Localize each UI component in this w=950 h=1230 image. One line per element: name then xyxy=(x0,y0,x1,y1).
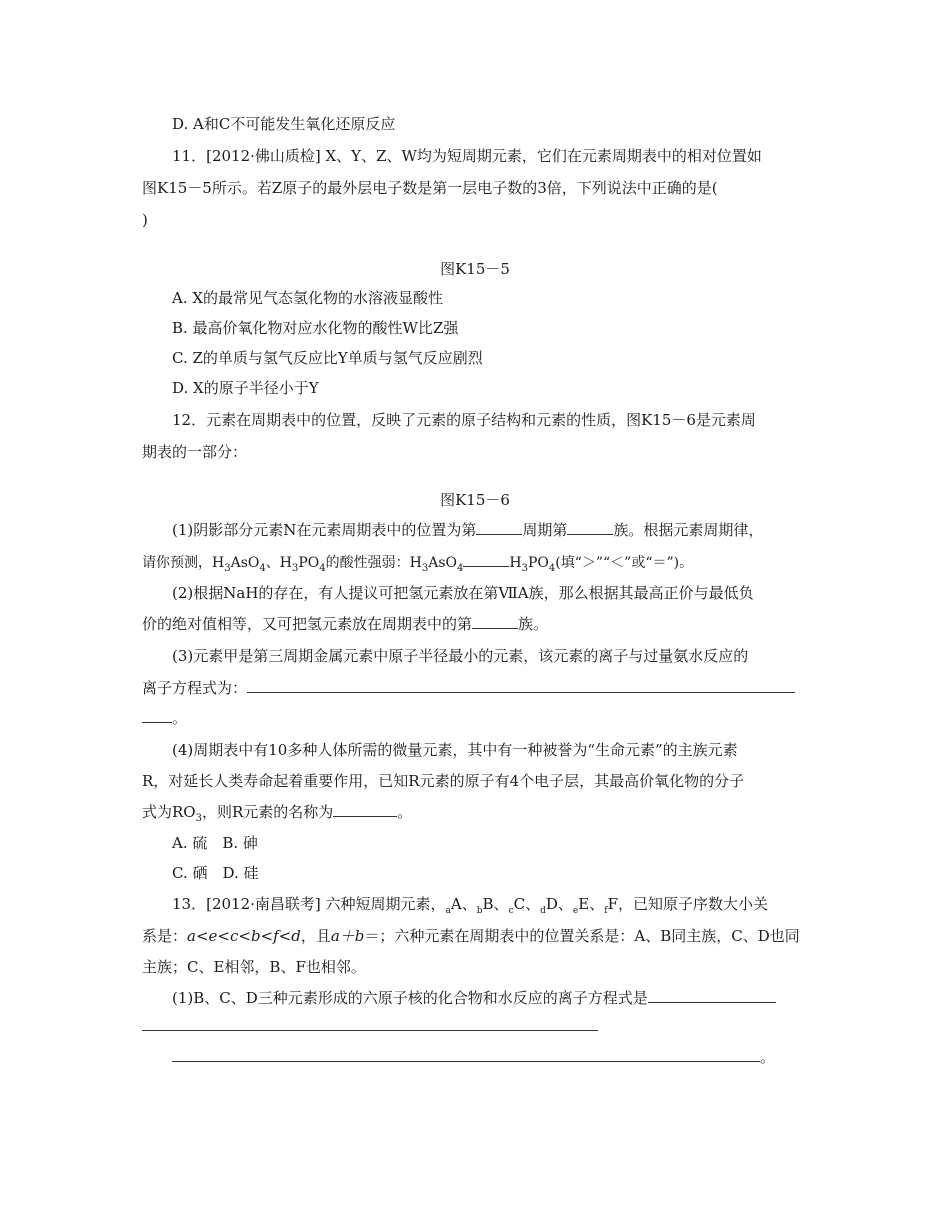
q13-part1-line3 xyxy=(172,1047,775,1067)
q12-part2-line2 xyxy=(142,614,548,634)
q12-options-line2: C. 硒 D. 硅 xyxy=(172,864,259,882)
element-letter: C xyxy=(513,895,526,913)
q11-stem-line3: ) xyxy=(142,211,148,229)
element-name-blank[interactable] xyxy=(333,802,397,817)
subscript: 3 xyxy=(195,813,202,824)
element-letter: E xyxy=(578,895,590,913)
text-fragment: H xyxy=(509,555,522,571)
text-fragment: AsO xyxy=(428,555,457,571)
q12-part3-line3 xyxy=(142,708,187,728)
text-fragment: 请你预测，H xyxy=(142,555,225,571)
element-letter: D xyxy=(545,895,558,913)
ionic-equation-blank[interactable] xyxy=(247,678,795,693)
q12-part4-line3 xyxy=(142,802,412,822)
text-fragment: 。 xyxy=(397,803,413,821)
subscript: 4 xyxy=(457,562,464,574)
text-fragment: 、H xyxy=(265,555,292,571)
pre-subscript: d xyxy=(540,906,546,916)
q12-part4-line1: (4)周期表中有10多种人体所需的微量元素，其中有一种被誉为“生命元素”的主族元素 xyxy=(172,741,738,759)
text-fragment: ，已知原子序数大小关 xyxy=(617,895,768,913)
text-fragment: ，则R元素的名称为 xyxy=(201,803,334,821)
subscript: 4 xyxy=(319,562,326,574)
sum-expression: a＋b xyxy=(330,927,365,945)
q12-stem-line1: 12．元素在周期表中的位置，反映了元素的原子结构和元素的性质，图K15－6是元素周 xyxy=(172,411,756,429)
text-fragment: 系是： xyxy=(142,927,188,945)
q12-part1-text-c: 族。根据元素周期律， xyxy=(613,521,764,539)
q13-part1-line1 xyxy=(172,988,776,1008)
subscript: 3 xyxy=(224,562,231,574)
pre-subscript: a xyxy=(445,906,451,916)
period-answer-blank[interactable] xyxy=(476,520,522,535)
q12-part2-line1: (2)根据NaH的存在，有人提议可把氢元素放在第ⅦA族，那么根据其最高正价与最低负 xyxy=(172,584,754,602)
subscript: 3 xyxy=(421,562,429,574)
pre-subscript: b xyxy=(476,906,483,916)
q12-part4-line2: R，对延长人类寿命起着重要作用，已知R元素的原子有4个电子层，其最高价氧化物的分子 xyxy=(142,772,745,790)
text-fragment: AsO xyxy=(230,555,260,571)
atomic-number-relation: a<e<c<b<f<d xyxy=(187,927,301,945)
q11-option-c: C. Z的单质与氢气反应比Y单质与氢气反应剧烈 xyxy=(172,349,483,367)
q11-stem-line2: 图K15－5所示。若Z原子的最外层电子数是第一层电子数的3倍，下列说法中正确的是( xyxy=(142,179,718,197)
text-fragment: 式为RO xyxy=(142,803,196,821)
text-fragment: 族。 xyxy=(518,615,549,633)
q12-options-line1: A. 硫 B. 砷 xyxy=(172,834,258,852)
subscript: 3 xyxy=(291,562,299,574)
text-fragment: ，且 xyxy=(300,927,331,945)
pre-subscript: c xyxy=(508,906,514,916)
element-letter: A xyxy=(450,895,462,913)
hydrolysis-equation-blank[interactable] xyxy=(648,988,776,1003)
q13-stem-line1: 13．[2012·南昌联考] 六种短周期元素，$_a$A、$_b$B、$_c$C、$_d$D、$_e$E、$_f$F，已知原子序数大小关 xyxy=(172,895,768,916)
q13-stem-line3: 主族；C、E相邻，B、F也相邻。 xyxy=(142,958,366,976)
text-fragment: 。 xyxy=(760,1048,776,1066)
figure-caption-k15-6: 图K15－6 xyxy=(440,491,510,509)
q12-stem-line2: 期表的一部分： xyxy=(142,443,248,461)
q12-part1-text-b: 周期第 xyxy=(522,521,568,539)
subscript: 3 xyxy=(521,562,528,574)
pre-subscript: f xyxy=(604,906,608,916)
q11-option-b: B. 最高价氧化物对应水化物的酸性W比Z强 xyxy=(172,319,459,337)
text-fragment: 的酸性强弱：H xyxy=(325,555,422,571)
text-fragment: ＝；六种元素在周期表中的位置关系是：A、B同主族，C、D也同 xyxy=(364,927,800,945)
text-fragment: (填“＞”“＜”或“＝”)。 xyxy=(555,555,694,571)
q11-option-a: A. X的最常见气态氢化物的水溶液显酸性 xyxy=(172,289,444,307)
subscript: 4 xyxy=(259,562,266,574)
group-answer-blank[interactable] xyxy=(567,520,613,535)
q13-stem-line2 xyxy=(142,926,800,946)
text-fragment: (1)B、C、D三种元素形成的六原子核的化合物和水反应的离子方程式是 xyxy=(172,989,648,1007)
ionic-equation-blank-continued[interactable] xyxy=(142,708,172,723)
element-letter: F xyxy=(607,895,618,913)
subscript: 4 xyxy=(548,562,556,574)
hydrogen-group-blank[interactable] xyxy=(472,614,518,629)
q12-part1-line1 xyxy=(172,520,763,540)
q13-part1-line2 xyxy=(142,1016,598,1036)
text-fragment: 13．[2012·南昌联考] 六种短周期元素， xyxy=(172,895,446,913)
element-letter: B xyxy=(482,895,494,913)
q12-part3-line1: (3)元素甲是第三周期金属元素中原子半径最小的元素，该元素的离子与过量氨水反应的 xyxy=(172,647,749,665)
pre-subscript: e xyxy=(572,906,579,916)
q12-part3-line2 xyxy=(142,678,795,698)
text-fragment: 价的绝对值相等，又可把氢元素放在周期表中的第 xyxy=(142,615,473,633)
text-fragment: PO xyxy=(298,555,320,571)
second-equation-blank[interactable] xyxy=(172,1047,760,1062)
text-fragment: 。 xyxy=(172,709,188,727)
text-fragment: 离子方程式为： xyxy=(142,679,248,697)
q12-part1-text-a: (1)阴影部分元素N在元素周期表中的位置为第 xyxy=(172,521,477,539)
hydrolysis-equation-blank-continued[interactable] xyxy=(142,1016,598,1031)
q12-part1-line2 xyxy=(142,552,693,573)
figure-caption-k15-5: 图K15－5 xyxy=(440,260,510,278)
q11-stem-line1: 11．[2012·佛山质检] X、Y、Z、W均为短周期元素，它们在元素周期表中的相对位置如 xyxy=(172,147,762,165)
acidity-compare-blank[interactable] xyxy=(463,552,509,567)
q10-option-d: D. A和C不可能发生氧化还原反应 xyxy=(172,115,396,133)
q11-option-d: D. X的原子半径小于Y xyxy=(172,379,319,397)
text-fragment: PO xyxy=(527,555,549,571)
